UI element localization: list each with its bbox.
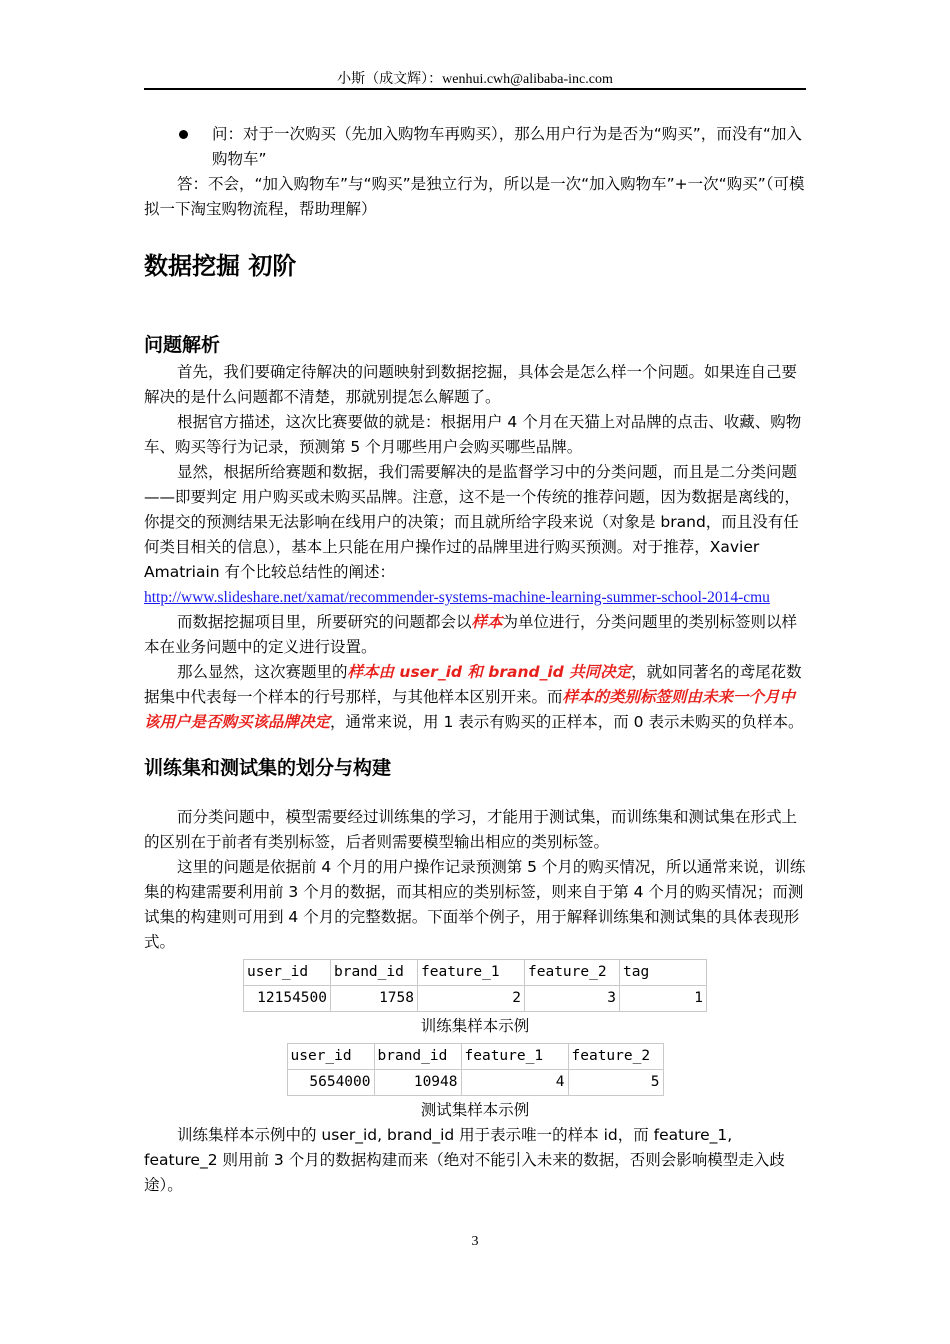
table-cell: 12154500 xyxy=(244,986,331,1012)
text-run: 为单位进行，分类问题里的类别标签则以样本在业务问题中的定义进行设置。 xyxy=(144,613,798,656)
table-cell: 4 xyxy=(461,1070,568,1096)
table-header-cell: user_id xyxy=(287,1044,374,1070)
table-header-cell: feature_1 xyxy=(418,960,525,986)
page-header: 小斯（成文辉）：wenhui.cwh@alibaba-inc.com xyxy=(337,72,613,87)
table-header-row xyxy=(287,1044,663,1070)
chapter-title: 数据挖掘 初阶 xyxy=(144,252,297,280)
paragraph: 根据官方描述，这次比赛要做的就是：根据用户 4 个月在天猫上对品牌的点击、收藏、购物车、购买等行为记录，预测第 5 个月哪些用户会购买哪些品牌。 xyxy=(144,413,802,456)
paragraph: 显然，根据所给赛题和数据，我们需要解决的是监督学习中的分类问题，而且是二分类问题——即要判定 用户购买或未购买品牌。注意，这不是一个传统的推荐问题，因为数据是离线的，你提交的预测结果无法影响在线用户的决策；而且就所给字段来说（对象是 brand，而且没有任何类目相关的信息），基本上只能在用户操作过的品牌里进行购买预测。对于推荐，Xavier Amatriain 有个比较总结性的阐述： xyxy=(144,463,800,581)
table-header-cell: feature_2 xyxy=(525,960,620,986)
table-cell: 10948 xyxy=(374,1070,461,1096)
emphasis-text: 样本由 user_id 和 brand_id 共同决定 xyxy=(347,663,632,681)
table-header-row xyxy=(244,960,707,986)
paragraph: 而分类问题中，模型需要经过训练集的学习，才能用于测试集，而训练集和测试集在形式上的区别在于前者有类别标签，后者则需要模型输出相应的类别标签。 xyxy=(144,808,798,851)
text-run: 那么显然，这次赛题里的 xyxy=(177,663,348,681)
text-run: 而数据挖掘项目里，所要研究的问题都会以 xyxy=(177,613,472,631)
emphasis-text: 样本的类别标签则由未来一个月中该用户是否购买该品牌决定 xyxy=(144,688,796,731)
table-header-cell: feature_1 xyxy=(461,1044,568,1070)
page-number: 3 xyxy=(471,1234,479,1249)
table-cell: 3 xyxy=(525,986,620,1012)
table-header-cell: brand_id xyxy=(331,960,418,986)
emphasis-text: 样本 xyxy=(471,613,503,631)
table-header-cell: feature_2 xyxy=(568,1044,663,1070)
qa-question xyxy=(144,122,806,172)
table-row xyxy=(244,986,707,1012)
train-sample-table xyxy=(243,959,707,1012)
table-row xyxy=(287,1070,663,1096)
test-sample-table xyxy=(287,1043,664,1096)
header-rule xyxy=(144,88,806,90)
table-cell: 5 xyxy=(568,1070,663,1096)
test-table-caption: 测试集样本示例 xyxy=(420,1101,530,1119)
section-title-split: 训练集和测试集的划分与构建 xyxy=(144,757,392,779)
paragraph: 首先，我们要确定待解决的问题映射到数据挖掘，具体会是怎么样一个问题。如果连自己要解决的是什么问题都不清楚，那就别提怎么解题了。 xyxy=(144,363,798,406)
table-header-cell: brand_id xyxy=(374,1044,461,1070)
section-title-problem: 问题解析 xyxy=(144,334,221,356)
table-header-cell: tag xyxy=(620,960,707,986)
paragraph: 这里的问题是依据前 4 个月的用户操作记录预测第 5 个月的购买情况，所以通常来说，训练集的构建需要利用前 3 个月的数据，而其相应的类别标签，则来自于第 4 个月的购买情况；而测试集的构建则可用到 4 个月的完整数据。下面举个例子，用于解释训练集和测试集的具体表现形式。 xyxy=(144,858,806,951)
bullet-icon xyxy=(179,130,188,139)
table-cell: 2 xyxy=(418,986,525,1012)
document-body xyxy=(144,122,806,1198)
reference-link[interactable]: http://www.slideshare.net/xamat/recommender-systems-machine-learning-summer-school-2014-cmu xyxy=(144,589,770,606)
reference-paragraph xyxy=(144,585,806,610)
table-header-cell: user_id xyxy=(244,960,331,986)
table-cell: 1758 xyxy=(331,986,418,1012)
paragraph: 训练集样本示例中的 user_id, brand_id 用于表示唯一的样本 id，而 feature_1, feature_2 则用前 3 个月的数据构建而来（绝对不能引入未来的数据，否则会影响模型走入歧途）。 xyxy=(144,1126,785,1194)
qa-answer: 答：不会，“加入购物车”与“购买”是独立行为，所以是一次“加入购物车”+一次“购买”（可模拟一下淘宝购物流程，帮助理解） xyxy=(144,175,805,218)
text-run: ，就如同著名的鸢尾花数据集中代表每一个样本的行号那样，与其他样本区别开来。而 xyxy=(144,663,802,706)
table-cell: 5654000 xyxy=(287,1070,374,1096)
text-run: ，通常来说，用 1 表示有购买的正样本，而 0 表示未购买的负样本。 xyxy=(330,713,804,731)
table-cell: 1 xyxy=(620,986,707,1012)
train-table-caption: 训练集样本示例 xyxy=(420,1017,530,1035)
paragraph xyxy=(144,610,806,660)
question-text: 问：对于一次购买（先加入购物车再购买），那么用户行为是否为“购买”，而没有“加入购物车” xyxy=(212,125,802,168)
paragraph xyxy=(144,660,806,735)
